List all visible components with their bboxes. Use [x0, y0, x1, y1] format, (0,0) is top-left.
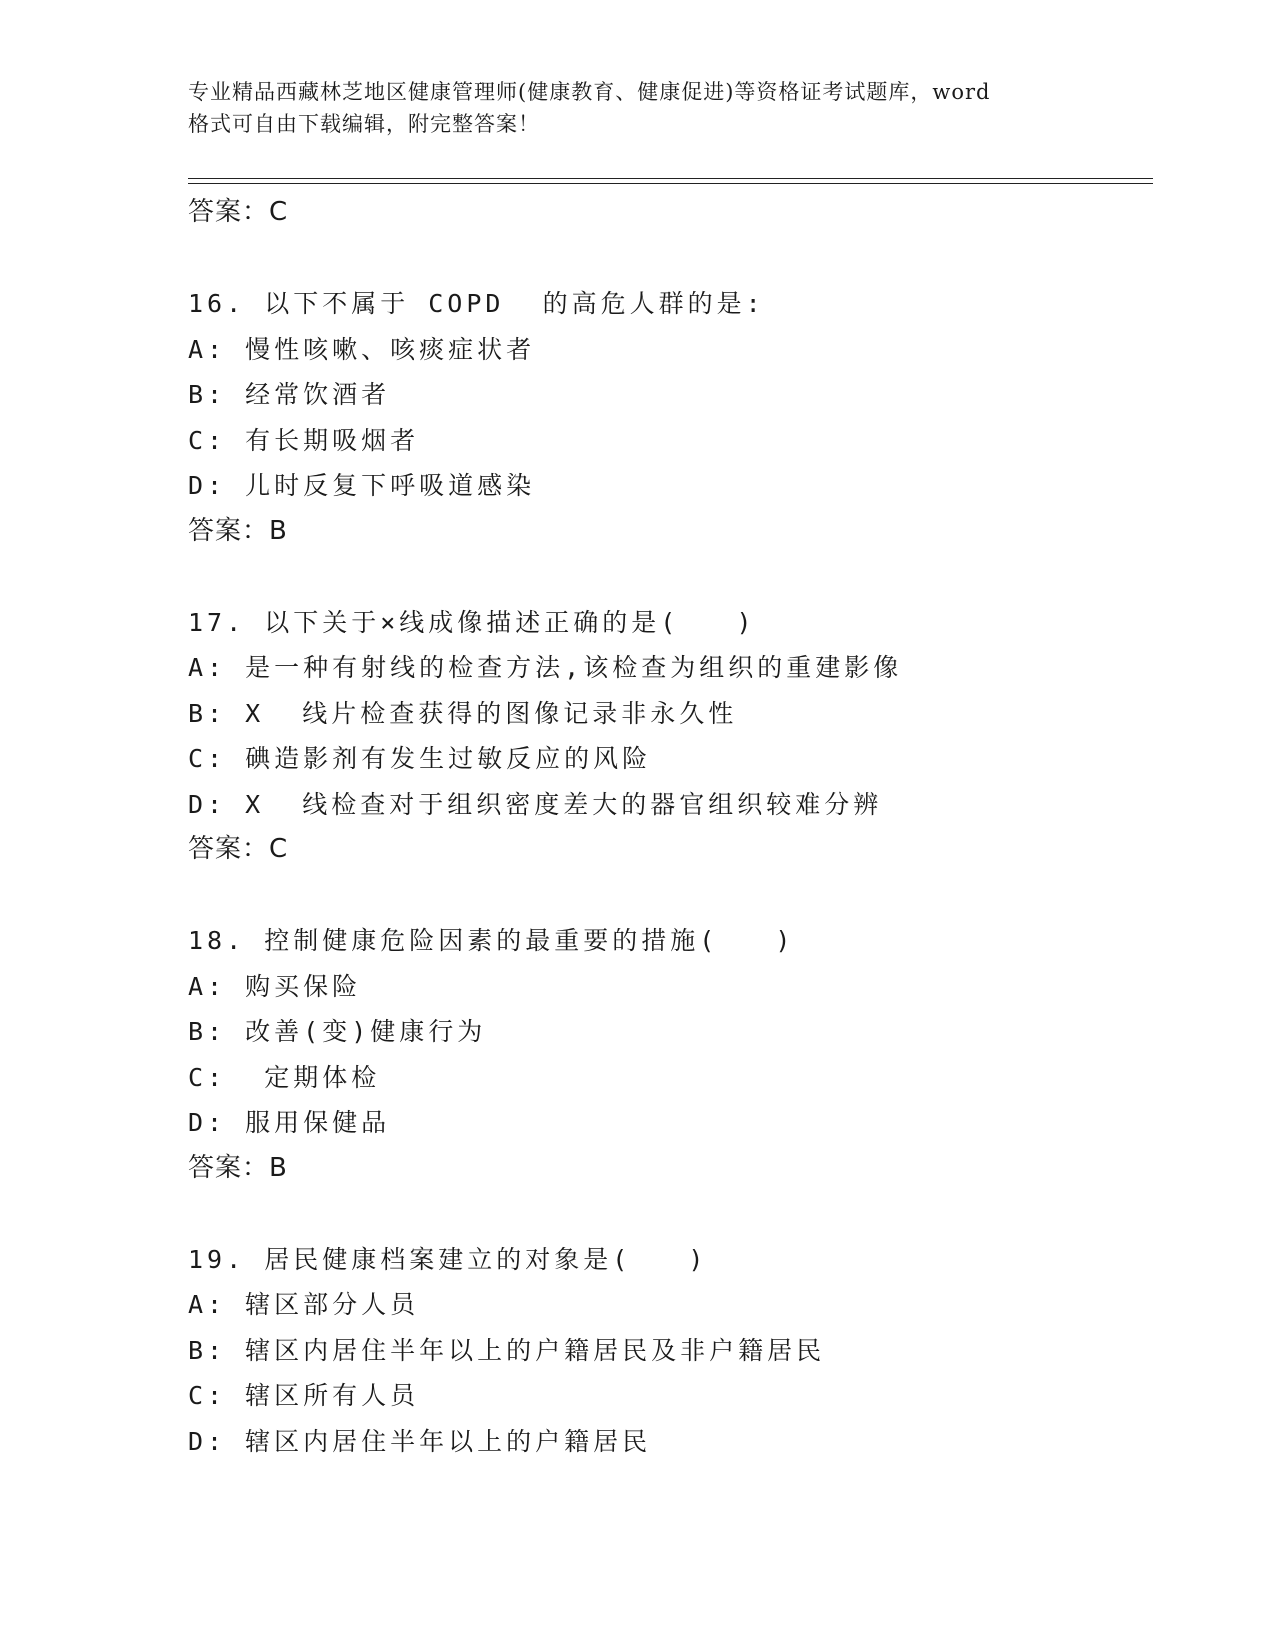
header-line-2: 格式可自由下载编辑，附完整答案！	[188, 112, 540, 136]
header-line-1: 专业精品西藏林芝地区健康管理师(健康教育、健康促进)等资格证考试题库，word	[188, 80, 991, 104]
header-divider-bottom	[188, 183, 1153, 184]
option-c: C: 碘造影剂有发生过敏反应的风险	[188, 744, 652, 773]
answer: 答案：B	[188, 1152, 288, 1183]
answer: 答案：C	[188, 834, 289, 864]
option-c: C: 有长期吸烟者	[188, 425, 420, 455]
document-header	[188, 76, 1088, 140]
question-stem: 19. 居民健康档案建立的对象是( )	[188, 1244, 708, 1274]
option-d: D: 服用保健品	[188, 1108, 391, 1137]
option-c: C: 辖区所有人员	[188, 1381, 420, 1410]
question-16	[188, 281, 1148, 554]
question-stem: 17. 以下关于×线成像描述正确的是( )	[188, 607, 756, 637]
question-19	[188, 1237, 1148, 1465]
question-stem: 16. 以下不属于 COPD 的高危人群的是:	[188, 289, 765, 318]
option-b: B: 辖区内居住半年以上的户籍居民及非户籍居民	[188, 1335, 826, 1365]
option-a: A: 购买保险	[188, 971, 362, 1001]
option-b: B: 经常饮酒者	[188, 380, 391, 409]
option-a: A: 是一种有射线的检查方法,该检查为组织的重建影像	[188, 653, 903, 682]
option-d: D: 儿时反复下呼吸道感染	[188, 471, 536, 500]
header-divider-top	[188, 178, 1153, 179]
option-b: B: X 线片检查获得的图像记录非永久性	[188, 698, 738, 728]
option-d: D: X 线检查对于组织密度差大的器官组织较难分辨	[188, 789, 883, 819]
option-b: B: 改善(变)健康行为	[188, 1017, 487, 1046]
option-a: A: 慢性咳嗽、咳痰症状者	[188, 334, 536, 364]
option-a: A: 辖区部分人员	[188, 1290, 420, 1319]
question-17	[188, 600, 1148, 873]
option-c: C: 定期体检	[188, 1062, 381, 1092]
question-list	[188, 190, 1148, 1464]
question-stem: 18. 控制健康危险因素的最重要的措施( )	[188, 926, 795, 955]
answer-15: 答案：C	[188, 197, 289, 227]
answer: 答案：B	[188, 515, 288, 546]
option-d: D: 辖区内居住半年以上的户籍居民	[188, 1426, 652, 1456]
question-18	[188, 918, 1148, 1191]
